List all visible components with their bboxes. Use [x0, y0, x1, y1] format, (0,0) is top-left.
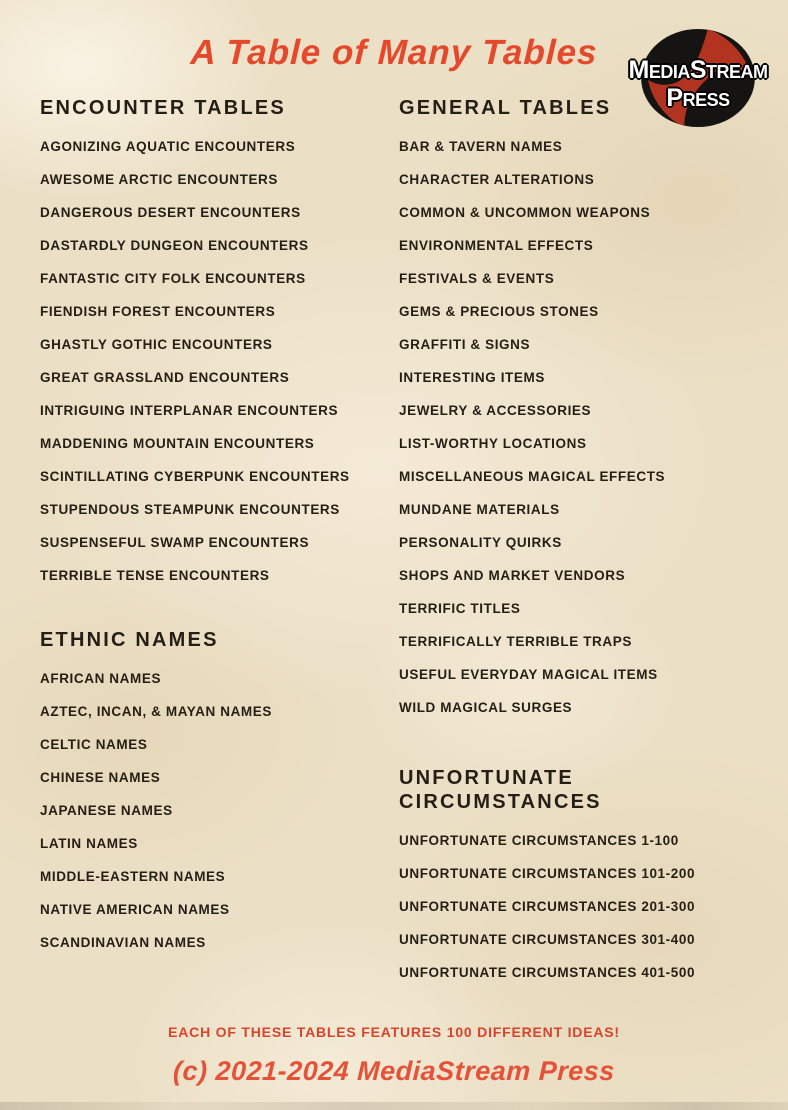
unfortunate-circumstances-list [399, 824, 771, 989]
section-unfortunate-circumstances [399, 766, 771, 989]
toc-item: MUNDANE MATERIALS [399, 502, 560, 517]
toc-item: GREAT GRASSLAND ENCOUNTERS [40, 370, 290, 385]
page-bottom-edge [0, 1102, 788, 1110]
toc-item: INTERESTING ITEMS [399, 370, 545, 385]
toc-item: JEWELRY & ACCESSORIES [399, 403, 592, 418]
toc-item: AWESOME ARCTIC ENCOUNTERS [40, 172, 279, 187]
toc-item: AGONIZING AQUATIC ENCOUNTERS [40, 139, 296, 154]
section-encounter-tables [40, 96, 412, 592]
toc-item: USEFUL EVERYDAY MAGICAL ITEMS [399, 667, 658, 682]
toc-item: AZTEC, INCAN, & MAYAN NAMES [40, 704, 272, 719]
general-tables-list [399, 130, 771, 724]
toc-item: INTRIGUING INTERPLANAR ENCOUNTERS [40, 403, 339, 418]
toc-item: CHINESE NAMES [40, 770, 161, 785]
toc-item: STUPENDOUS STEAMPUNK ENCOUNTERS [40, 502, 340, 517]
toc-item: UNFORTUNATE CIRCUMSTANCES 401-500 [399, 965, 696, 980]
section-title-encounter-tables: ENCOUNTER TABLES [40, 97, 286, 119]
toc-item: CHARACTER ALTERATIONS [399, 172, 595, 187]
toc-item: GHASTLY GOTHIC ENCOUNTERS [40, 337, 273, 352]
toc-item: DASTARDLY DUNGEON ENCOUNTERS [40, 238, 309, 253]
toc-item: TERRIFICALLY TERRIBLE TRAPS [399, 634, 632, 649]
toc-item: AFRICAN NAMES [40, 671, 162, 686]
toc-item: MADDENING MOUNTAIN ENCOUNTERS [40, 436, 315, 451]
toc-item: TERRIFIC TITLES [399, 601, 521, 616]
footer-copyright: (c) 2021-2024 MediaStream Press [172, 1056, 616, 1086]
toc-item: LIST-WORTHY LOCATIONS [399, 436, 587, 451]
toc-item: MIDDLE-EASTERN NAMES [40, 869, 226, 884]
toc-item: UNFORTUNATE CIRCUMSTANCES 1-100 [399, 833, 679, 848]
toc-item: UNFORTUNATE CIRCUMSTANCES 301-400 [399, 932, 696, 947]
footer-note: EACH OF THESE TABLES FEATURES 100 DIFFERENT IDEAS! [168, 1024, 620, 1040]
toc-item: SCINTILLATING CYBERPUNK ENCOUNTERS [40, 469, 350, 484]
logo-text-line1: MediaStream [628, 56, 768, 84]
toc-item: WILD MAGICAL SURGES [399, 700, 573, 715]
toc-item: BAR & TAVERN NAMES [399, 139, 563, 154]
toc-item: ENVIRONMENTAL EFFECTS [399, 238, 594, 253]
toc-item: CELTIC NAMES [40, 737, 148, 752]
toc-item: JAPANESE NAMES [40, 803, 173, 818]
toc-item: SCANDINAVIAN NAMES [40, 935, 206, 950]
toc-item: SUSPENSEFUL SWAMP ENCOUNTERS [40, 535, 310, 550]
toc-item: LATIN NAMES [40, 836, 138, 851]
section-ethnic-names [40, 628, 412, 959]
logo-text-line2: Press [666, 84, 730, 112]
toc-item: TERRIBLE TENSE ENCOUNTERS [40, 568, 270, 583]
right-column [399, 96, 771, 989]
encounter-tables-list [40, 130, 412, 592]
section-general-tables [399, 96, 771, 724]
toc-item: PERSONALITY QUIRKS [399, 535, 562, 550]
ethnic-names-list [40, 662, 412, 959]
toc-item: UNFORTUNATE CIRCUMSTANCES 101-200 [399, 866, 696, 881]
toc-item: FESTIVALS & EVENTS [399, 271, 555, 286]
toc-item: FIENDISH FOREST ENCOUNTERS [40, 304, 276, 319]
toc-item: GRAFFITI & SIGNS [399, 337, 531, 352]
left-column [40, 96, 412, 959]
toc-item: FANTASTIC CITY FOLK ENCOUNTERS [40, 271, 306, 286]
toc-item: DANGEROUS DESERT ENCOUNTERS [40, 205, 301, 220]
page-title: A Table of Many Tables [189, 33, 599, 72]
section-title-general-tables: GENERAL TABLES [399, 97, 612, 119]
toc-item: UNFORTUNATE CIRCUMSTANCES 201-300 [399, 899, 696, 914]
section-title-unfortunate-circumstances: UNFORTUNATE CIRCUMSTANCES [399, 767, 602, 813]
toc-item: SHOPS AND MARKET VENDORS [399, 568, 626, 583]
toc-item: GEMS & PRECIOUS STONES [399, 304, 599, 319]
toc-item: NATIVE AMERICAN NAMES [40, 902, 230, 917]
section-title-ethnic-names: ETHNIC NAMES [40, 629, 219, 651]
toc-item: MISCELLANEOUS MAGICAL EFFECTS [399, 469, 666, 484]
toc-item: COMMON & UNCOMMON WEAPONS [399, 205, 651, 220]
